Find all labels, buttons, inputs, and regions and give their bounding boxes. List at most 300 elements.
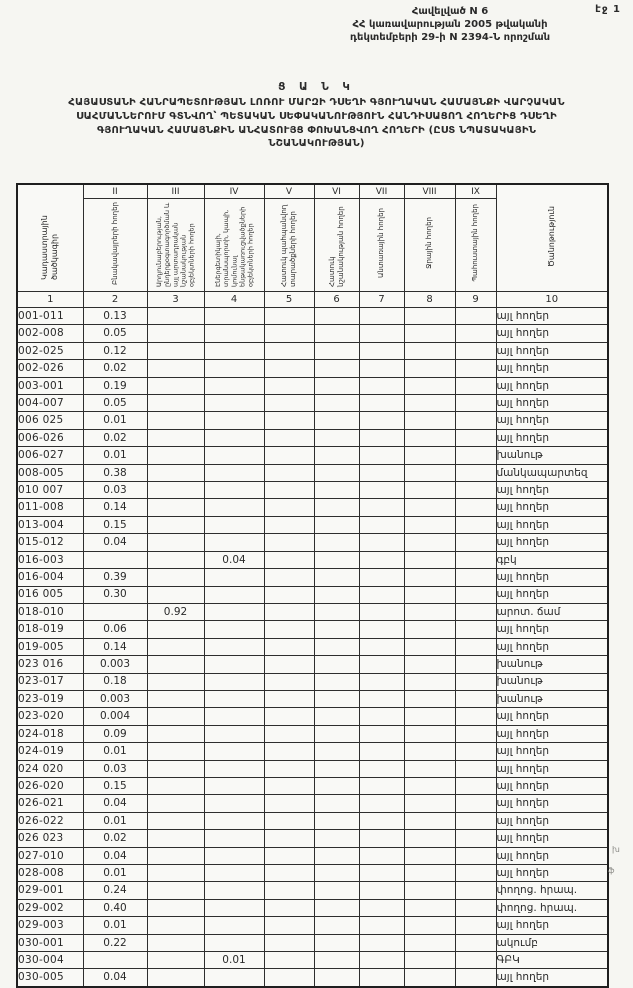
column-header-water — [404, 199, 455, 292]
area-value-cell — [404, 934, 455, 951]
area-value-cell — [264, 743, 314, 760]
area-value-cell — [314, 308, 359, 325]
area-value-cell — [359, 395, 404, 412]
area-value-cell — [264, 882, 314, 899]
area-value-cell — [404, 812, 455, 829]
note-cell: այլ հողեր — [496, 516, 608, 533]
area-value-cell: 0.01 — [83, 412, 147, 429]
note-cell: այլ հողեր — [496, 638, 608, 655]
table-row — [17, 395, 608, 412]
cadastral-code-cell: 029-002 — [17, 899, 83, 916]
area-value-cell — [147, 534, 204, 551]
area-value-cell — [359, 499, 404, 516]
area-value-cell — [147, 673, 204, 690]
cadastral-code-cell: 029-001 — [17, 882, 83, 899]
area-value-cell — [264, 708, 314, 725]
area-value-cell — [455, 342, 496, 359]
area-value-cell — [147, 743, 204, 760]
area-value-cell — [455, 586, 496, 603]
cadastral-code-cell: 002-026 — [17, 360, 83, 377]
area-value-cell — [314, 377, 359, 394]
area-value-cell — [204, 969, 264, 987]
area-value-cell — [455, 395, 496, 412]
area-value-cell — [359, 690, 404, 707]
note-cell: այլ հողեր — [496, 969, 608, 987]
area-value-cell: 0.30 — [83, 586, 147, 603]
area-value-cell — [314, 673, 359, 690]
column-number: 2 — [83, 292, 147, 308]
area-value-cell — [147, 586, 204, 603]
area-value-cell: 0.40 — [83, 899, 147, 916]
area-value-cell — [314, 656, 359, 673]
area-value-cell: 0.01 — [83, 917, 147, 934]
appendix-line: դեկտեմբերի 29-ի N 2394-Ն որոշման — [349, 32, 551, 43]
column-label: Կադաստրային ծածկագիր — [40, 215, 60, 280]
note-cell: այլ հողեր — [496, 865, 608, 882]
area-value-cell — [404, 621, 455, 638]
area-value-cell — [204, 934, 264, 951]
cadastral-code-cell: 011-008 — [17, 499, 83, 516]
area-value-cell — [264, 308, 314, 325]
area-value-cell: 0.004 — [83, 708, 147, 725]
area-value-cell — [359, 464, 404, 481]
cadastral-code-cell: 026-020 — [17, 777, 83, 794]
note-cell: խանութ — [496, 673, 608, 690]
area-value-cell — [359, 551, 404, 568]
area-value-cell — [455, 917, 496, 934]
table-row — [17, 812, 608, 829]
area-value-cell — [455, 656, 496, 673]
area-value-cell — [455, 899, 496, 916]
area-value-cell — [314, 760, 359, 777]
column-number: 1 — [17, 292, 83, 308]
area-value-cell — [204, 499, 264, 516]
column-header-industrial — [147, 199, 204, 292]
area-value-cell: 0.22 — [83, 934, 147, 951]
area-value-cell — [204, 447, 264, 464]
area-value-cell — [147, 725, 204, 742]
column-label: Անտառային հողեր — [377, 208, 386, 278]
area-value-cell — [264, 360, 314, 377]
area-value-cell — [264, 917, 314, 934]
area-value-cell — [359, 777, 404, 794]
area-value-cell — [147, 499, 204, 516]
area-value-cell — [404, 882, 455, 899]
area-value-cell — [204, 760, 264, 777]
area-value-cell — [404, 482, 455, 499]
area-value-cell — [455, 708, 496, 725]
area-value-cell — [314, 969, 359, 987]
area-value-cell — [204, 899, 264, 916]
title-line: ՆՇԱՆԱԿՈՒԹՅԱՆ) — [268, 138, 365, 150]
area-value-cell: 0.03 — [83, 760, 147, 777]
column-label: Ջրային հողեր — [425, 217, 434, 269]
area-value-cell — [359, 969, 404, 987]
table-row — [17, 882, 608, 899]
note-cell: այլ հողեր — [496, 377, 608, 394]
column-label: Հատուկ պահպանվող տարածքների հողեր — [280, 204, 297, 287]
area-value-cell — [147, 917, 204, 934]
area-value-cell — [204, 865, 264, 882]
area-value-cell — [359, 621, 404, 638]
note-cell: փողոց. հրապ. — [496, 899, 608, 916]
handwritten-margin-mark: խ — [612, 845, 620, 854]
area-value-cell: 0.04 — [204, 551, 264, 568]
area-value-cell — [147, 795, 204, 812]
cadastral-code-cell: 003-001 — [17, 377, 83, 394]
area-value-cell — [264, 690, 314, 707]
area-value-cell — [404, 777, 455, 794]
area-value-cell — [264, 464, 314, 481]
area-value-cell: 0.15 — [83, 777, 147, 794]
area-value-cell: 0.05 — [83, 395, 147, 412]
area-value-cell — [204, 586, 264, 603]
cadastral-code-cell: 008-005 — [17, 464, 83, 481]
note-cell: մանկապարտեզ — [496, 464, 608, 481]
area-value-cell — [455, 429, 496, 446]
area-value-cell — [264, 429, 314, 446]
table-row — [17, 482, 608, 499]
area-value-cell — [404, 952, 455, 969]
area-value-cell — [359, 743, 404, 760]
area-value-cell — [314, 586, 359, 603]
area-value-cell — [455, 673, 496, 690]
area-value-cell — [264, 621, 314, 638]
land-categories-table — [16, 183, 609, 988]
cadastral-code-cell: 023 016 — [17, 656, 83, 673]
area-value-cell — [404, 342, 455, 359]
area-value-cell — [359, 412, 404, 429]
area-value-cell — [404, 377, 455, 394]
note-cell: արոտ. ճամ — [496, 603, 608, 620]
column-header-special-purpose — [314, 199, 359, 292]
area-value-cell — [455, 464, 496, 481]
area-value-cell — [264, 760, 314, 777]
area-value-cell — [204, 534, 264, 551]
cadastral-code-cell: 030-005 — [17, 969, 83, 987]
area-value-cell — [147, 777, 204, 794]
area-value-cell — [404, 690, 455, 707]
area-value-cell — [264, 638, 314, 655]
table-row — [17, 777, 608, 794]
note-cell: այլ հողեր — [496, 308, 608, 325]
table-row — [17, 360, 608, 377]
column-header-energy-transport — [204, 199, 264, 292]
area-value-cell — [204, 690, 264, 707]
area-value-cell — [455, 534, 496, 551]
cadastral-code-cell: 026-021 — [17, 795, 83, 812]
note-cell: այլ հողեր — [496, 621, 608, 638]
area-value-cell — [147, 569, 204, 586]
area-value-cell — [404, 917, 455, 934]
area-value-cell — [147, 847, 204, 864]
area-value-cell — [204, 725, 264, 742]
title-word: Ց Ա Ն Կ — [278, 81, 355, 93]
area-value-cell — [359, 360, 404, 377]
column-header-note — [496, 184, 608, 292]
area-value-cell — [204, 516, 264, 533]
area-value-cell — [264, 482, 314, 499]
area-value-cell — [314, 447, 359, 464]
area-value-cell — [264, 656, 314, 673]
table-row — [17, 830, 608, 847]
table-row — [17, 934, 608, 951]
area-value-cell: 0.12 — [83, 342, 147, 359]
area-value-cell — [314, 516, 359, 533]
area-value-cell — [359, 725, 404, 742]
area-value-cell — [204, 847, 264, 864]
area-value-cell — [314, 603, 359, 620]
note-cell: այլ հողեր — [496, 795, 608, 812]
note-cell: ԳԲԿ — [496, 952, 608, 969]
area-value-cell — [404, 743, 455, 760]
table-row — [17, 499, 608, 516]
area-value-cell — [314, 743, 359, 760]
area-value-cell — [204, 812, 264, 829]
table-row — [17, 795, 608, 812]
table-row — [17, 899, 608, 916]
area-value-cell — [359, 603, 404, 620]
area-value-cell — [147, 969, 204, 987]
area-value-cell — [314, 464, 359, 481]
area-value-cell — [404, 325, 455, 342]
area-value-cell — [359, 952, 404, 969]
area-value-cell — [264, 499, 314, 516]
table-row — [17, 638, 608, 655]
area-value-cell — [404, 760, 455, 777]
area-value-cell — [404, 795, 455, 812]
column-label: Բնակավայրերի հողեր — [110, 201, 119, 285]
page-number: էջ 1 — [595, 4, 621, 15]
cadastral-code-cell: 019-005 — [17, 638, 83, 655]
area-value-cell — [455, 812, 496, 829]
area-value-cell — [264, 847, 314, 864]
area-value-cell: 0.14 — [83, 638, 147, 655]
table-row — [17, 865, 608, 882]
area-value-cell — [147, 325, 204, 342]
cadastral-code-cell: 016-003 — [17, 551, 83, 568]
area-value-cell: 0.39 — [83, 569, 147, 586]
area-value-cell — [264, 569, 314, 586]
table-row — [17, 847, 608, 864]
area-value-cell — [204, 777, 264, 794]
area-value-cell — [404, 603, 455, 620]
area-value-cell: 0.04 — [83, 969, 147, 987]
table-row — [17, 412, 608, 429]
area-value-cell — [314, 360, 359, 377]
area-value-cell — [147, 952, 204, 969]
area-value-cell — [147, 882, 204, 899]
table-row — [17, 760, 608, 777]
cadastral-code-cell: 013-004 — [17, 516, 83, 533]
column-label: Արդյունաբերության, ընդերքօգտագործման և այլ արտադրական նշանակության օբյեկտների հողեր — [155, 202, 196, 287]
area-value-cell — [204, 464, 264, 481]
area-value-cell — [204, 569, 264, 586]
area-value-cell — [314, 482, 359, 499]
area-value-cell — [204, 342, 264, 359]
area-value-cell — [83, 551, 147, 568]
area-value-cell: 0.02 — [83, 830, 147, 847]
area-value-cell — [455, 412, 496, 429]
note-cell: այլ հողեր — [496, 708, 608, 725]
area-value-cell — [455, 690, 496, 707]
area-value-cell — [404, 969, 455, 987]
area-value-cell — [314, 325, 359, 342]
area-value-cell — [204, 603, 264, 620]
area-value-cell — [359, 830, 404, 847]
area-value-cell — [264, 934, 314, 951]
area-value-cell — [359, 847, 404, 864]
table-row — [17, 569, 608, 586]
area-value-cell — [204, 482, 264, 499]
area-value-cell: 0.01 — [83, 447, 147, 464]
table-row — [17, 621, 608, 638]
column-label: Ծանոթություն — [546, 205, 556, 267]
area-value-cell — [359, 342, 404, 359]
table-row — [17, 743, 608, 760]
area-value-cell — [204, 917, 264, 934]
area-value-cell — [455, 482, 496, 499]
area-value-cell — [404, 499, 455, 516]
area-value-cell — [314, 882, 359, 899]
area-value-cell: 0.02 — [83, 360, 147, 377]
area-value-cell — [147, 342, 204, 359]
area-value-cell — [264, 899, 314, 916]
area-value-cell — [264, 673, 314, 690]
area-value-cell — [147, 551, 204, 568]
column-header-reserve — [455, 199, 496, 292]
area-value-cell — [359, 882, 404, 899]
note-cell: այլ հողեր — [496, 777, 608, 794]
area-value-cell — [314, 412, 359, 429]
area-value-cell — [314, 795, 359, 812]
table-row — [17, 342, 608, 359]
cadastral-code-cell: 018-019 — [17, 621, 83, 638]
roman-numeral: IV — [204, 184, 264, 199]
area-value-cell — [314, 934, 359, 951]
cadastral-code-cell: 006-027 — [17, 447, 83, 464]
area-value-cell — [204, 795, 264, 812]
cadastral-code-cell: 004-007 — [17, 395, 83, 412]
table-body — [17, 308, 608, 987]
area-value-cell — [455, 830, 496, 847]
cadastral-code-cell: 015-012 — [17, 534, 83, 551]
area-value-cell — [204, 395, 264, 412]
cadastral-code-cell: 018-010 — [17, 603, 83, 620]
column-number: 4 — [204, 292, 264, 308]
area-value-cell — [359, 812, 404, 829]
area-value-cell — [264, 969, 314, 987]
area-value-cell — [359, 377, 404, 394]
cadastral-code-cell: 006 025 — [17, 412, 83, 429]
column-number: 3 — [147, 292, 204, 308]
area-value-cell — [404, 308, 455, 325]
column-label: Հատուկ նշանակության հողեր — [327, 206, 345, 287]
area-value-cell: 0.01 — [204, 952, 264, 969]
table-row — [17, 429, 608, 446]
note-cell: խանութ — [496, 656, 608, 673]
cadastral-code-cell: 024-019 — [17, 743, 83, 760]
note-cell: այլ հողեր — [496, 743, 608, 760]
column-number: 7 — [359, 292, 404, 308]
area-value-cell — [264, 516, 314, 533]
roman-numeral: VIII — [404, 184, 455, 199]
area-value-cell — [359, 708, 404, 725]
area-value-cell — [264, 412, 314, 429]
table-row — [17, 551, 608, 568]
cadastral-code-cell: 016 005 — [17, 586, 83, 603]
area-value-cell — [455, 725, 496, 742]
area-value-cell — [404, 899, 455, 916]
area-value-cell — [404, 830, 455, 847]
area-value-cell — [455, 499, 496, 516]
appendix-line: Հավելված N 6 — [411, 6, 489, 17]
note-cell: այլ հողեր — [496, 830, 608, 847]
title-line: ԳՅՈՒՂԱԿԱՆ ՀԱՄԱՅՆՔԻՆ ԱՆՀԱՏՈՒՅՑ ՓՈԽԱՆՑՎՈՂ ՀՈՂԵՐԻ (ԸՍՏ ՆՊԱՏԱԿԱՅԻՆ — [96, 124, 537, 136]
note-cell: այլ հողեր — [496, 429, 608, 446]
table-row — [17, 516, 608, 533]
area-value-cell — [147, 812, 204, 829]
table-row — [17, 969, 608, 987]
area-value-cell — [264, 725, 314, 742]
note-cell: այլ հողեր — [496, 917, 608, 934]
area-value-cell — [147, 934, 204, 951]
column-number: 8 — [404, 292, 455, 308]
cadastral-code-cell: 030-004 — [17, 952, 83, 969]
area-value-cell — [147, 377, 204, 394]
area-value-cell — [359, 899, 404, 916]
appendix-reference — [290, 5, 610, 44]
area-value-cell — [204, 412, 264, 429]
cadastral-code-cell: 026-022 — [17, 812, 83, 829]
document-title — [8, 81, 625, 151]
area-value-cell — [314, 429, 359, 446]
area-value-cell — [455, 882, 496, 899]
area-value-cell — [314, 812, 359, 829]
area-value-cell — [455, 934, 496, 951]
area-value-cell: 0.13 — [83, 308, 147, 325]
cadastral-code-cell: 023-020 — [17, 708, 83, 725]
area-value-cell — [455, 621, 496, 638]
area-value-cell: 0.92 — [147, 603, 204, 620]
area-value-cell — [314, 621, 359, 638]
column-header-forest — [359, 199, 404, 292]
note-cell: այլ հողեր — [496, 325, 608, 342]
area-value-cell — [204, 308, 264, 325]
area-value-cell: 0.03 — [83, 482, 147, 499]
area-value-cell — [147, 760, 204, 777]
area-value-cell: 0.15 — [83, 516, 147, 533]
area-value-cell — [455, 952, 496, 969]
table-row — [17, 464, 608, 481]
cadastral-code-cell: 002-025 — [17, 342, 83, 359]
area-value-cell — [404, 865, 455, 882]
area-value-cell — [455, 638, 496, 655]
table-row — [17, 708, 608, 725]
note-cell: այլ հողեր — [496, 482, 608, 499]
area-value-cell — [83, 952, 147, 969]
area-value-cell — [204, 743, 264, 760]
area-value-cell — [314, 534, 359, 551]
area-value-cell — [204, 360, 264, 377]
area-value-cell — [147, 638, 204, 655]
area-value-cell — [314, 569, 359, 586]
column-number: 6 — [314, 292, 359, 308]
table-row — [17, 308, 608, 325]
note-cell: այլ հողեր — [496, 342, 608, 359]
area-value-cell — [314, 830, 359, 847]
table-row — [17, 656, 608, 673]
